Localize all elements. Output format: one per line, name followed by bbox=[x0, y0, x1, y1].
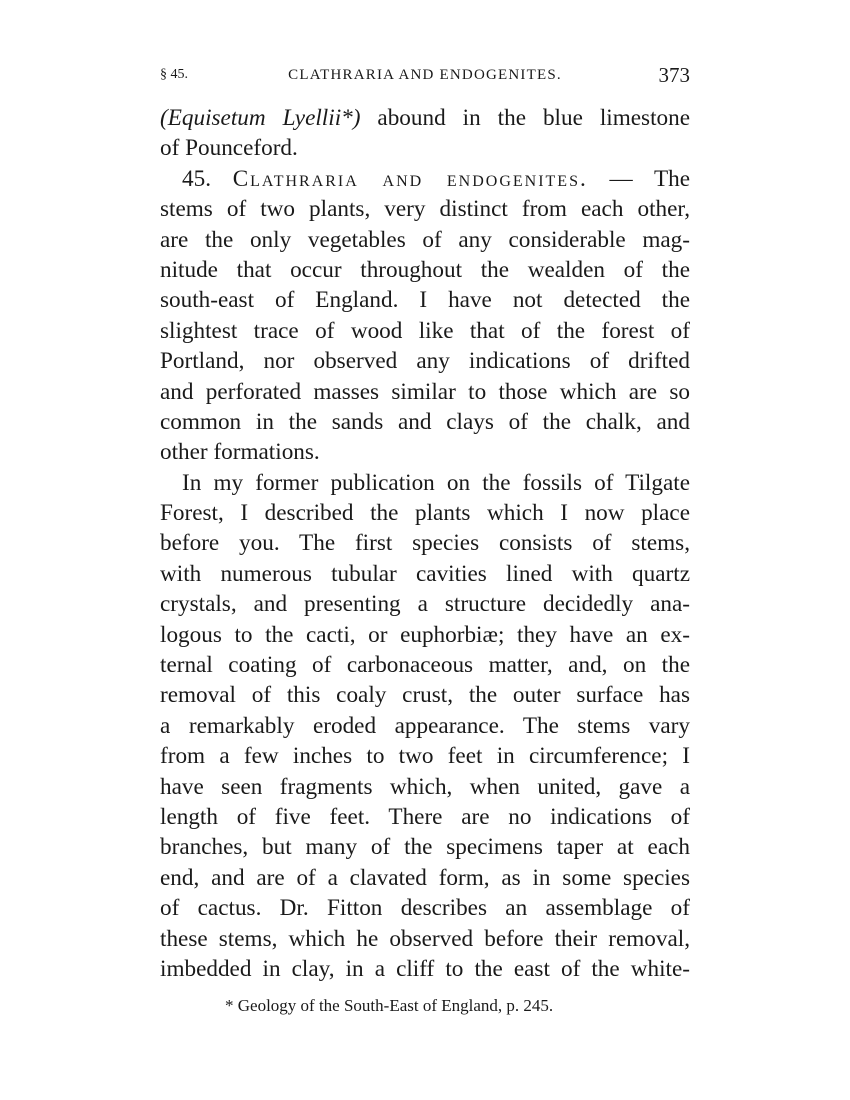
text-line: other formations. bbox=[160, 439, 320, 466]
text-line: with numerous tubular cavities lined with quartz bbox=[160, 560, 690, 587]
text-line: branches, but many of the specimens taper at each bbox=[160, 834, 690, 861]
running-title: CLATHRARIA AND ENDOGENITES. bbox=[288, 67, 562, 83]
text-line: before you. The first species consists of stems, bbox=[160, 530, 690, 557]
text-span: — The bbox=[587, 165, 690, 192]
text-line: have seen fragments which, when united, gave a bbox=[160, 773, 690, 800]
section-number: § 45. bbox=[160, 67, 188, 82]
text-line: In my former publication on the fossils of Tilgate bbox=[182, 469, 690, 496]
text-line: logous to the cacti, or euphorbiæ; they have an ex- bbox=[160, 621, 690, 648]
text-line: nitude that occur throughout the wealden of the bbox=[160, 256, 690, 283]
text-span: abound in the blue limestone bbox=[360, 105, 690, 131]
paragraph-number: 45. bbox=[182, 165, 233, 192]
section-heading-line bbox=[160, 164, 690, 194]
italic-species-name: (Equisetum Lyellii*) bbox=[160, 105, 361, 131]
text-line: stems of two plants, very distinct from each other, bbox=[160, 196, 690, 223]
text-line: Portland, nor observed any indications of drifted bbox=[160, 348, 690, 375]
text-line: length of five feet. There are no indications of bbox=[160, 803, 690, 830]
text-line: common in the sands and clays of the chalk, and bbox=[160, 408, 690, 435]
text-line: a remarkably eroded appearance. The stems vary bbox=[160, 712, 690, 739]
body-text bbox=[160, 103, 690, 984]
text-line: of cactus. Dr. Fitton describes an assemblage of bbox=[160, 895, 690, 922]
text-line: these stems, which he observed before their removal, bbox=[160, 925, 690, 952]
text-line: of Pounceford. bbox=[160, 135, 298, 162]
page-number: 373 bbox=[658, 63, 690, 87]
text-line: end, and are of a clavated form, as in some species bbox=[160, 864, 690, 891]
text-line: are the only vegetables of any considerable mag- bbox=[160, 226, 690, 253]
text-line bbox=[160, 103, 690, 133]
text-line: crystals, and presenting a structure decidedly ana- bbox=[160, 591, 690, 618]
text-line: and perforated masses similar to those which are so bbox=[160, 378, 690, 405]
text-line: south-east of England. I have not detected the bbox=[160, 287, 690, 314]
text-line: ternal coating of carbonaceous matter, and, on the bbox=[160, 652, 690, 679]
text-line: imbedded in clay, in a cliff to the east of the white- bbox=[160, 955, 690, 982]
text-line: slightest trace of wood like that of the forest of bbox=[160, 317, 690, 344]
text-line: from a few inches to two feet in circumference; I bbox=[160, 743, 690, 770]
footnote: * Geology of the South-East of England, p. 245. bbox=[225, 996, 554, 1015]
text-line: Forest, I described the plants which I now place bbox=[160, 500, 690, 527]
section-heading: Clathraria and endogenites. bbox=[232, 165, 588, 192]
text-line: removal of this coaly crust, the outer surface has bbox=[160, 682, 690, 709]
running-header bbox=[160, 63, 690, 89]
